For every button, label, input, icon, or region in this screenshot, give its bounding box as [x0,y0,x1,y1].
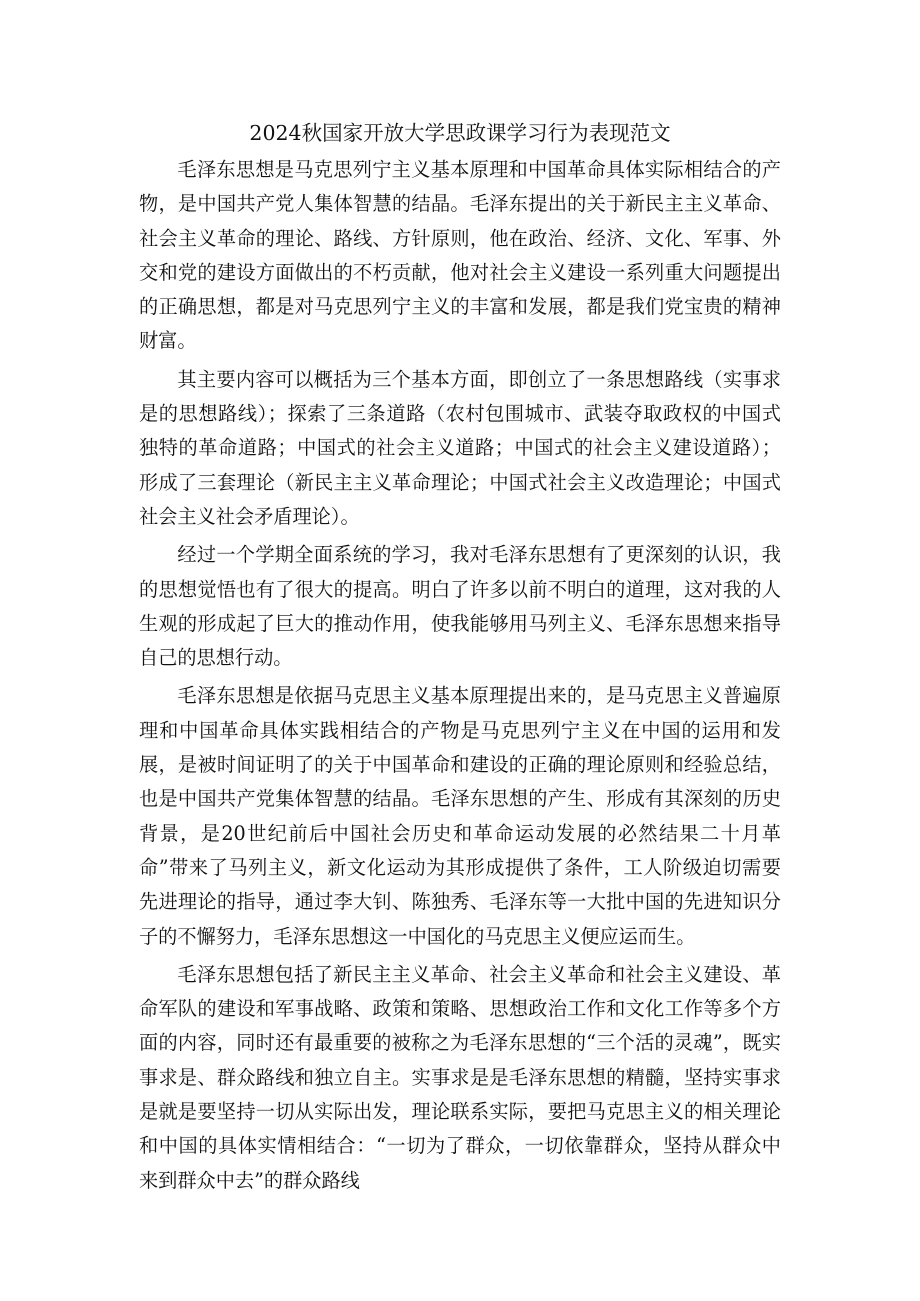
paragraph-3: 经过一个学期全面系统的学习，我对毛泽东思想有了更深刻的认识，我的思想觉悟也有了很大的提高。明白了许多以前不明白的道理，这对我的人生观的形成起了巨大的推动作用，使我能够用马列主义、毛泽东思想来指导自己的思想行动。 [139,543,781,670]
paragraph-2: 其主要内容可以概括为三个基本方面，即创立了一条思想路线（实事求是的思想路线）；探索了三条道路（农村包围城市、武装夺取政权的中国式独特的革命道路；中国式的社会主义道路；中国式的社会主义建设道路）；形成了三套理论（新民主主义革命理论；中国式社会主义改造理论；中国式社会主义社会矛盾理论）。 [139,367,781,528]
paragraph-4: 毛泽东思想是依据马克思主义基本原理提出来的，是马克思主义普遍原理和中国革命具体实践相结合的产物是马克思列宁主义在中国的运用和发展，是被时间证明了的关于中国革命和建设的正确的理论原则和经验总结，也是中国共产党集体智慧的结晶。毛泽东思想的产生、形成有其深刻的历史背景，是20世纪前后中国社会历史和革命运动发展的必然结果二十月革命”带来了马列主义，新文化运动为其形成提供了条件，工人阶级迫切需要先进理论的指导，通过李大钊、陈独秀、毛泽东等一大批中国的先进知识分子的不懈努力，毛泽东思想这一中国化的马克思主义便应运而生。 [139,684,781,948]
document-title: 2024秋国家开放大学思政课学习行为表现范文 [249,121,671,145]
document-body [139,153,781,1202]
paragraph-5: 毛泽东思想包括了新民主主义革命、社会主义革命和社会主义建设、革命军队的建设和军事战略、政策和策略、思想政治工作和文化工作等多个方面的内容，同时还有最重要的被称之为毛泽东思想的“三个活的灵魂”，既实事求是、群众路线和独立自主。实事求是是毛泽东思想的精髓，坚持实事求是就是要坚持一切从实际出发，理论联系实际，要把马克思主义的相关理论和中国的具体实情相结合：“一切为了群众，一切依靠群众，坚持从群众中来到群众中去”的群众路线 [139,962,781,1192]
paragraph-1: 毛泽东思想是马克思列宁主义基本原理和中国革命具体实际相结合的产物，是中国共产党人集体智慧的结晶。毛泽东提出的关于新民主主义革命、社会主义革命的理论、路线、方针原则，他在政治、经济、文化、军事、外交和党的建设方面做出的不朽贡献，他对社会主义建设一系列重大问题提出的正确思想，都是对马克思列宁主义的丰富和发展，都是我们党宝贵的精神财富。 [139,158,781,353]
